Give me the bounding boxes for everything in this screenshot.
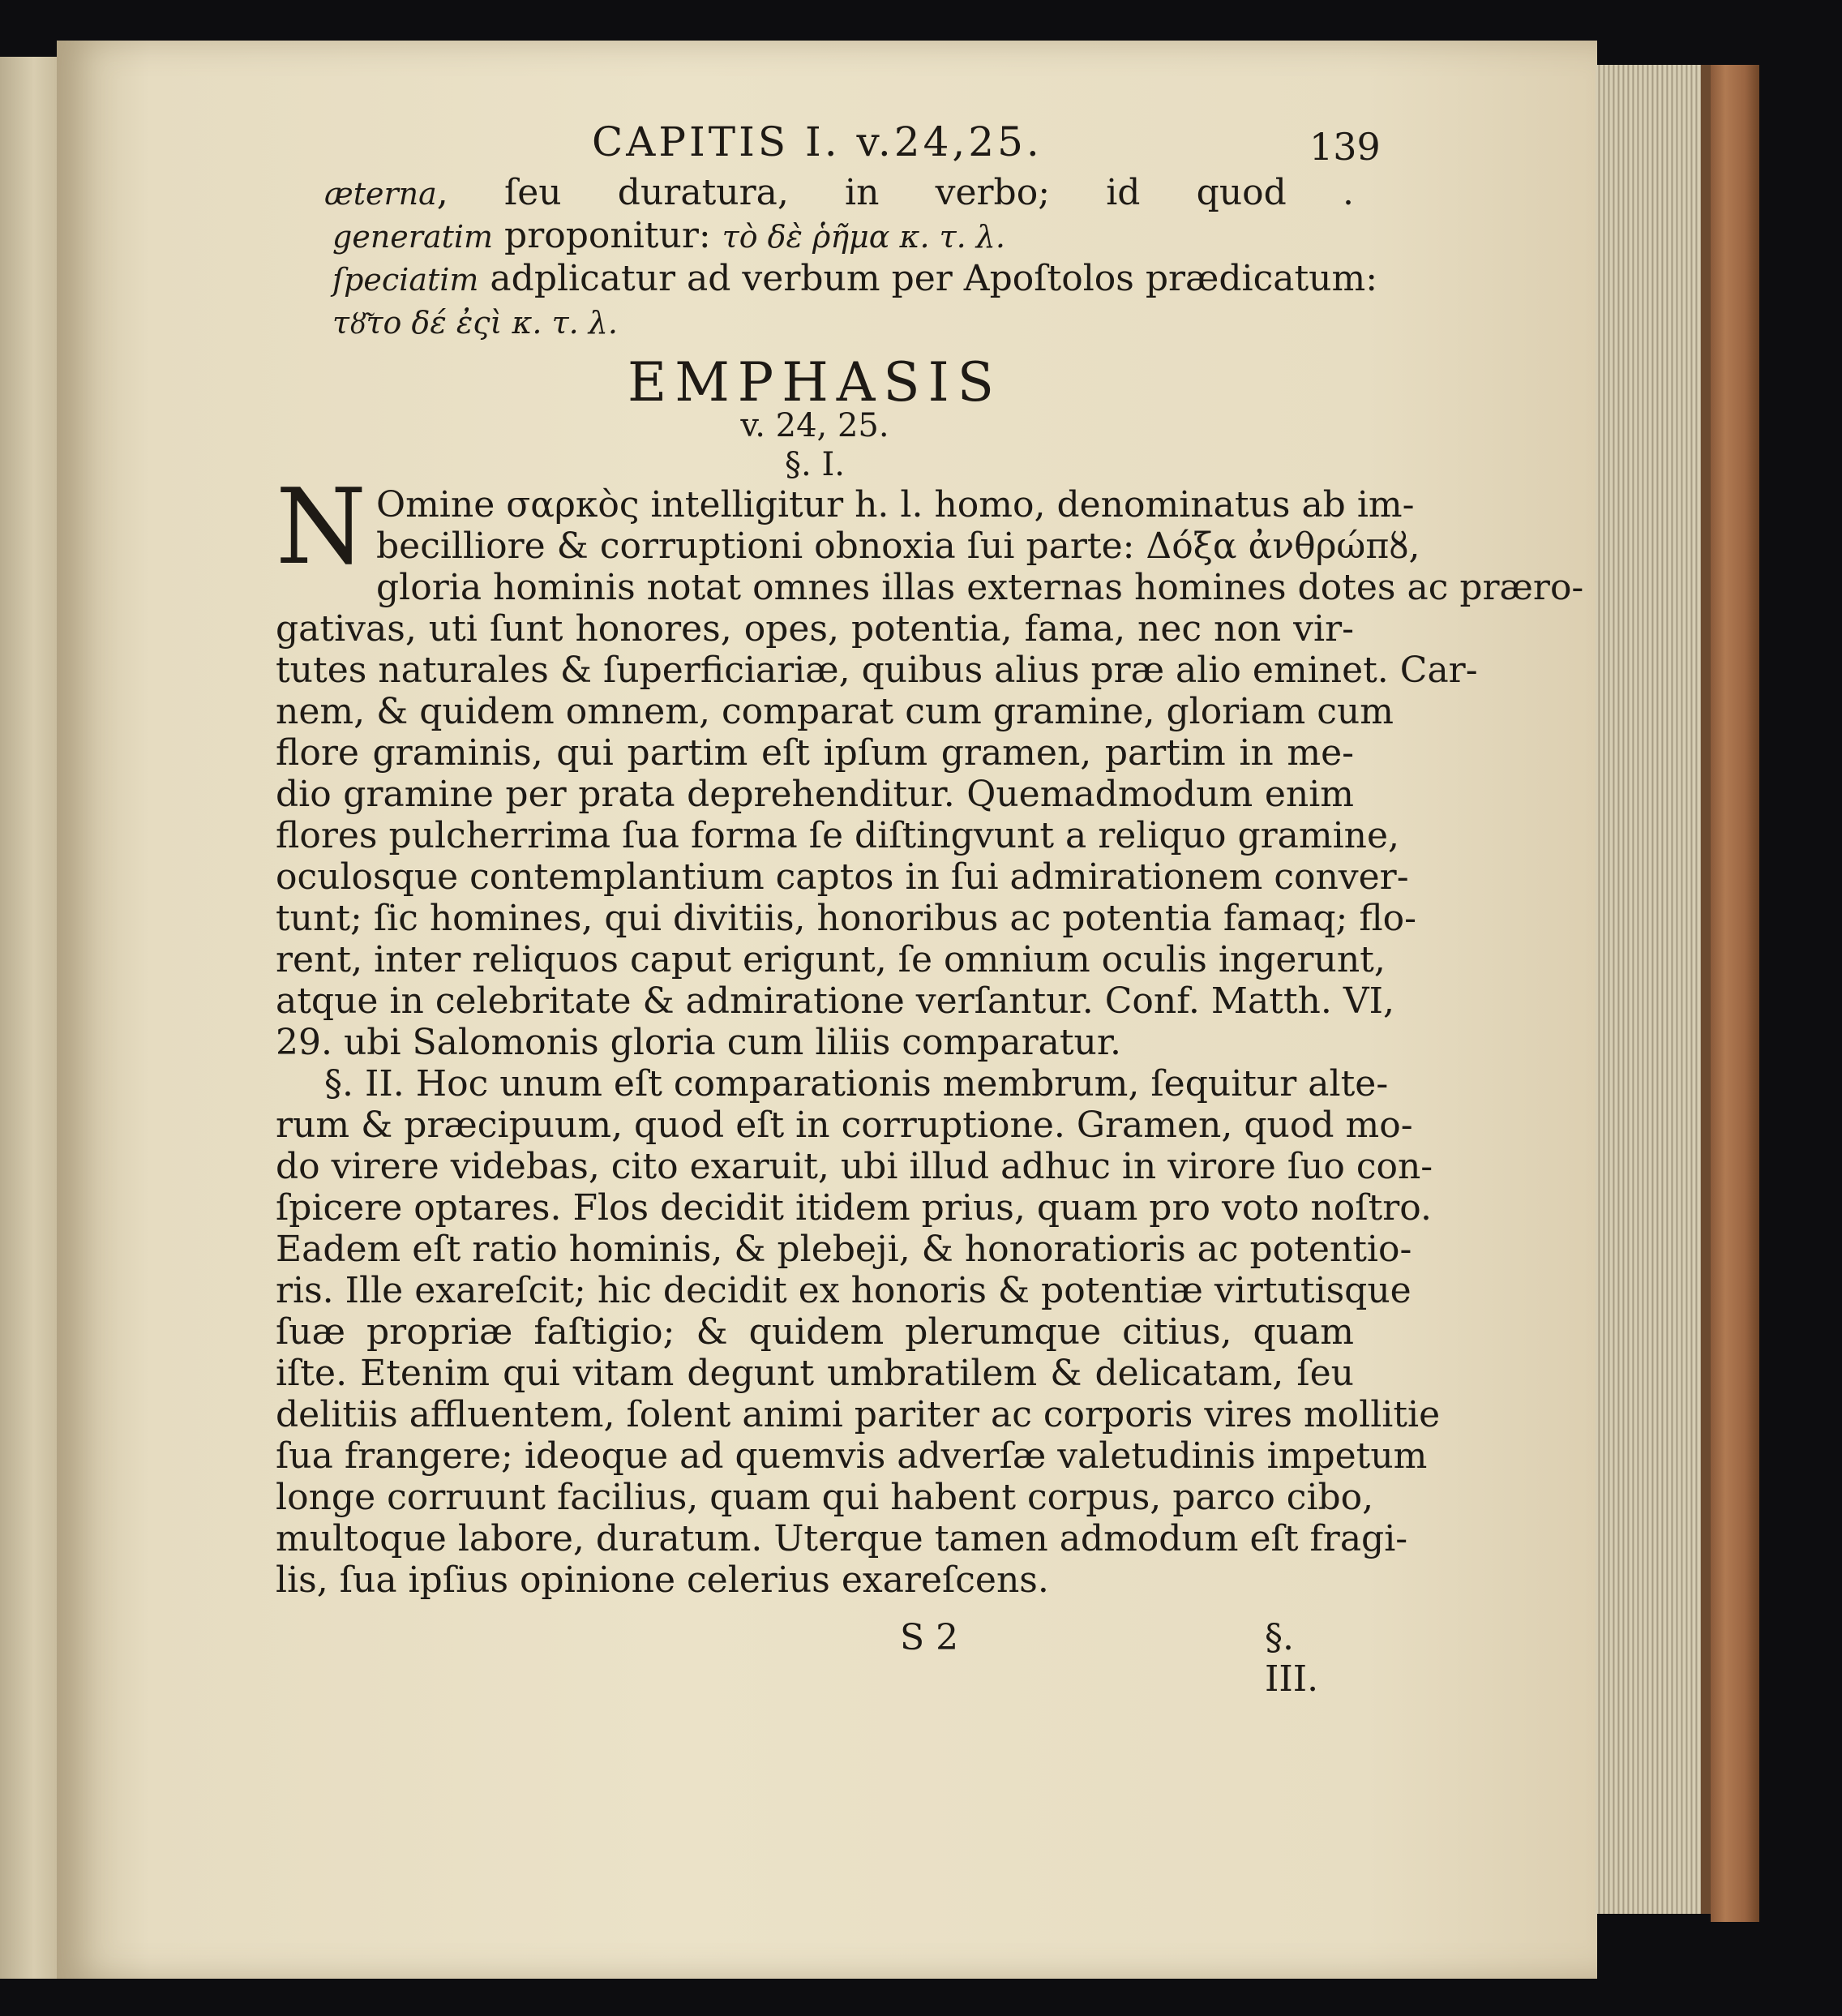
body-line: tunt; ſic homines, qui divitiis, honoribus ac potentia famaq; flo- (276, 898, 1417, 939)
body-line: oculosque contemplantium captos in ſui admirationem conver- (276, 856, 1409, 898)
running-head-title: CAPITIS I. v.24,25. (592, 118, 1043, 165)
body-line: gativas, uti ſunt honores, opes, potentia, fama, nec non vir- (276, 608, 1354, 650)
text-line: τȣ͂το δέ ἐςὶ κ. τ. λ. (332, 305, 618, 341)
section-heading: EMPHASIS (628, 351, 1002, 414)
body-line: rum & præcipuum, quod eſt in corruptione. Gramen, quod mo- (276, 1105, 1413, 1146)
catchword: §. III. (1265, 1617, 1319, 1700)
body-line: flores pulcherrima ſua forma ſe diſtingvunt a reliquo gramine, (276, 815, 1400, 856)
body-line: lis, ſua ipſius opinione celerius exareſcens. (276, 1559, 1049, 1601)
body-line: ſuæ propriæ faſtigio; & quidem plerumque citius, quam (276, 1311, 1354, 1353)
body-line: nem, & quidem omnem, comparat cum gramine, gloriam cum (276, 691, 1394, 732)
signature-mark: S 2 (900, 1617, 959, 1658)
page-footer (276, 1617, 1354, 1700)
running-head (276, 118, 1381, 172)
text-line: ſpeciatim adplicatur ad verbum per Apoſtolos prædicatum: (332, 258, 1378, 299)
facing-page-edge (0, 57, 57, 1979)
body-line: becilliore & corruptioni obnoxia ſui parte: Δόξα ἀνθρώπȣ, (376, 525, 1420, 567)
body-text (276, 467, 1584, 1601)
section-verses: v. 24, 25. (740, 407, 889, 444)
body-line: Eadem eſt ratio hominis, & plebeji, & honoratioris ac potentio- (276, 1229, 1412, 1270)
body-line: ſpicere optares. Flos decidit itidem prius, quam pro voto noſtro. (276, 1187, 1433, 1229)
body-line: iſte. Etenim qui vitam degunt umbratilem & delicatam, ſeu (276, 1353, 1354, 1394)
text-line: æterna, ſeu duratura, in verbo; id quod . (324, 172, 1354, 213)
section-mark: §. I. (785, 446, 845, 483)
book-cover (1711, 65, 1759, 1922)
page-edges (1596, 65, 1717, 1914)
body-line: gloria hominis notat omnes illas externas homines dotes ac præro- (376, 567, 1584, 608)
body-line: flore graminis, qui partim eſt ipſum gramen, partim in me- (276, 732, 1354, 774)
body-line: atque in celebritate & admiratione verſantur. Conf. Matth. VI, (276, 980, 1395, 1022)
body-line: longe corruunt facilius, quam qui habent corpus, parco cibo, (276, 1477, 1374, 1518)
body-line: do virere videbas, cito exaruit, ubi illud adhuc in virore ſuo con- (276, 1146, 1433, 1187)
body-line: delitiis affluentem, ſolent animi pariter ac corporis vires mollitie (276, 1394, 1441, 1435)
body-line: 29. ubi Salomonis gloria cum liliis comparatur. (276, 1022, 1122, 1063)
body-line: multoque labore, duratum. Uterque tamen admodum eſt fragi- (276, 1518, 1408, 1559)
body-line: Omine σαρκὸς intelligitur h. l. homo, denominatus ab im- (376, 484, 1415, 525)
body-line: §. II. Hoc unum eſt comparationis membrum, ſequitur alte- (324, 1063, 1389, 1105)
drop-cap: N (276, 467, 366, 588)
body-line: tutes naturales & ſuperficiariæ, quibus alius præ alio eminet. Car- (276, 650, 1478, 691)
text-line: generatim proponitur: τὸ δὲ ῥῆμα κ. τ. λ. (332, 215, 1005, 256)
page-number: 139 (1309, 125, 1381, 169)
body-line: ſua frangere; ideoque ad quemvis adverſæ valetudinis impetum (276, 1435, 1428, 1477)
body-line: rent, inter reliquos caput erigunt, ſe omnium oculis ingerunt, (276, 939, 1386, 980)
body-line: dio gramine per prata deprehenditur. Quemadmodum enim (276, 774, 1354, 815)
body-line: ris. Ille exareſcit; hic decidit ex honoris & potentiæ virtutisque (276, 1270, 1411, 1311)
page-text (276, 118, 1584, 1700)
